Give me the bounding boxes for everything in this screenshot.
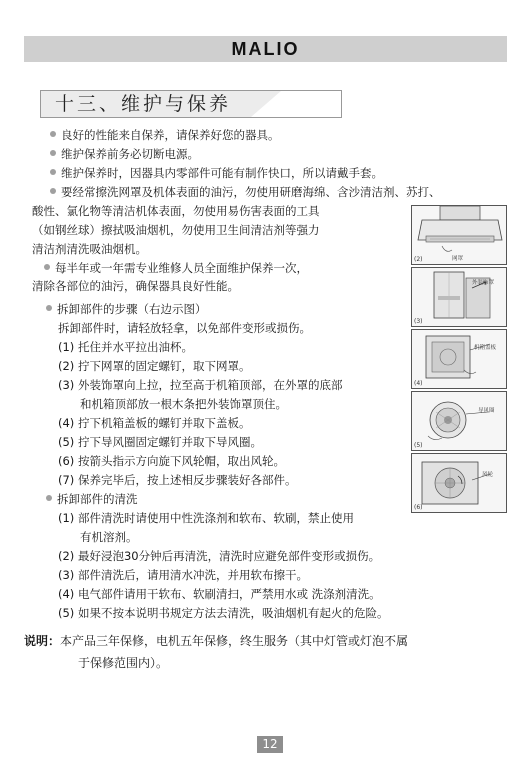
disassembly-intro: 拆卸部件时，请轻放轻拿，以免部件变形或损伤。: [58, 321, 311, 335]
figure-air-guide: [411, 391, 507, 451]
bullet-icon: [50, 188, 56, 194]
warranty-note: [24, 630, 408, 674]
warranty-line-1: 说明：本产品三年保修，电机五年保修，终生服务（其中灯管或灯泡不属: [24, 634, 409, 648]
bullet-icon: [46, 495, 52, 501]
bullet-icon: [50, 169, 56, 175]
figure-number: (5): [414, 442, 423, 449]
step-4: (4) 拧下机箱盖板的螺钉并取下盖板。: [58, 416, 251, 430]
bullet-icon: [46, 305, 52, 311]
cleaning-item-3: (3) 部件清洗后，请用清水冲洗，并用软布擦干。: [58, 568, 308, 582]
figure-range-hood-mesh: [411, 205, 507, 265]
step-3-cont: 和机箱顶部放一根木条把外装饰罩顶住。: [80, 397, 287, 411]
bullet-icon: [50, 131, 56, 137]
disassembly-heading: 拆卸部件的步骤（右边示图）: [46, 301, 207, 317]
step-2: (2) 拧下网罩的固定螺钉，取下网罩。: [58, 359, 251, 373]
figure-cabinet-cover: [411, 329, 507, 389]
figure-label: 机箱盖板: [474, 345, 497, 351]
paragraph-4-line-3: （如钢丝球）擦拭吸油烟机，勿使用卫生间清洁剂等强力: [32, 223, 320, 237]
title-band: [251, 91, 341, 117]
figure-number: (6): [414, 504, 423, 511]
paragraph-5: 每半年或一年需专业维修人员全面维护保养一次，: [44, 260, 308, 276]
bullet-icon: [50, 150, 56, 156]
paragraph-2: 维护保养前务必切断电源。: [50, 146, 199, 162]
warranty-line-2: 于保修范围内）。: [78, 656, 169, 670]
cleaning-heading: 拆卸部件的清洗: [46, 491, 138, 507]
paragraph-4: 要经常擦洗网罩及机体表面的油污，勿使用研磨海绵、含沙清洁剂、苏打、: [50, 184, 441, 200]
step-7: (7) 保养完毕后，按上述相反步骤装好各部件。: [58, 473, 297, 487]
cleaning-item-2: (2) 最好浸泡30分钟后再清洗，清洗时应避免部件变形或损伤。: [58, 549, 381, 563]
section-title: [40, 90, 342, 118]
brand-logo: MALIO: [231, 39, 300, 59]
figure-fan-wheel: [411, 453, 507, 513]
bullet-icon: [44, 264, 50, 270]
figure-outer-cover: [411, 267, 507, 327]
note-label: 说明：: [24, 634, 61, 648]
figure-label: 导风圈: [478, 408, 495, 414]
paragraph-4-line-2: 酸性、氯化物等清洁机体表面，勿使用易伤害表面的工具: [32, 204, 320, 218]
section-title-text: 十三、维护与保养: [55, 93, 232, 115]
step-1: (1) 托住并水平拉出油杯。: [58, 340, 193, 354]
figure-label: 风轮: [482, 472, 494, 478]
header-bar: [24, 36, 507, 62]
step-3: (3) 外装饰罩向上拉，拉至高于机箱顶部，在外罩的底部: [58, 378, 343, 392]
paragraph-1: 良好的性能来自保养，请保养好您的器具。: [50, 127, 280, 143]
page-number: 12: [257, 736, 283, 753]
figure-label: 外装饰罩: [472, 280, 495, 286]
paragraph-5-line-2: 清除各部位的油污，确保器具良好性能。: [32, 279, 239, 293]
paragraph-4-line-4: 清洁剂清洗吸油烟机。: [32, 242, 147, 256]
figure-number: (2): [414, 256, 423, 263]
figure-number: (4): [414, 380, 423, 387]
cleaning-item-5: (5) 如果不按本说明书规定方法去清洗，吸油烟机有起火的危险。: [58, 606, 389, 620]
figure-number: (3): [414, 318, 423, 325]
step-5: (5) 拧下导风圈固定螺钉并取下导风圈。: [58, 435, 262, 449]
cleaning-item-4: (4) 电气部件请用干软布、软刷清扫，严禁用水或 洗涤剂清洗。: [58, 587, 381, 601]
figure-label: 网罩: [452, 256, 464, 262]
cleaning-item-1: (1) 部件清洗时请使用中性洗涤剂和软布、软刷，禁止使用: [58, 511, 354, 525]
step-6: (6) 按箭头指示方向旋下风轮帽，取出风轮。: [58, 454, 285, 468]
cleaning-item-1-cont: 有机溶剂。: [80, 530, 138, 544]
paragraph-3: 维护保养时，因器具内零部件可能有制作快口，所以请戴手套。: [50, 165, 383, 181]
